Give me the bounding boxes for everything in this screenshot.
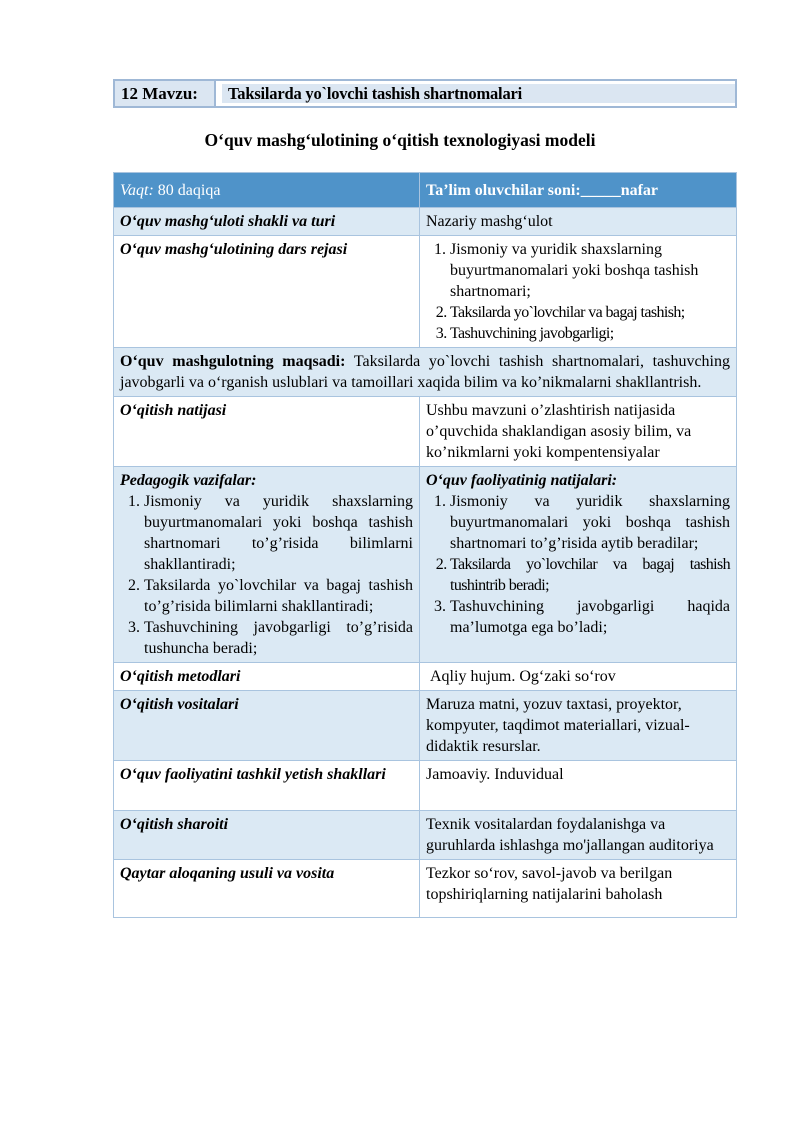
table-header-row [114, 173, 737, 208]
table-row [114, 761, 737, 811]
goal-text: Taksilarda yo`lovchi tashish shartnomalari, tashuvching javobgarli va o‘rganish uslublari va tamoillari xaqida bilim va ko’nikmalarni shakllantrish. [120, 353, 730, 391]
goal-label: O‘quv mashgulotning maqsadi: [120, 353, 346, 370]
lesson-model-table [113, 172, 737, 918]
org-value: Jamoaviy. Induvidual [420, 761, 737, 811]
feedback-value: Tezkor so‘rov, savol-javob va berilgan topshiriqlarning natijalarini baholash [420, 860, 737, 918]
table-row [114, 860, 737, 918]
list-item: 3. Tashuvchining javobgarligi haqida ma’lumotga ega bo’ladi; [450, 596, 730, 638]
table-row [114, 811, 737, 860]
list-item: 3. Tashuvchining javobgarligi to’g’risida tushuncha beradi; [144, 617, 413, 659]
methods-value: Aqliy hujum. Og‘zaki so‘rov [420, 663, 737, 691]
students-count: Ta’lim oluvchilar soni:_____nafar [420, 173, 737, 208]
time-cell [114, 173, 420, 208]
tasks-cell [114, 467, 420, 663]
methods-label: O‘qitish metodlari [114, 663, 420, 691]
table-row [114, 208, 737, 236]
topic-number: 12 Mavzu: [115, 81, 216, 106]
list-item: 2. Taksilarda yo`lovchilar va bagaj tashish tushintrib beradi; [450, 554, 730, 596]
table-row [114, 691, 737, 761]
list-item: 1. Jismoniy va yuridik shaxslarning buyurtmanomalari yoki boshqa tashish shartnomari to’g’risida bilimlarni shakllantiradi; [144, 491, 413, 575]
table-row [114, 467, 737, 663]
list-item: 3. Tashuvchining javobgarligi; [450, 323, 730, 344]
list-item: 1. Jismoniy va yuridik shaxslarning buyurtmanomalari yoki boshqa tashish shartnomari to’g’risida aytib beradilar; [450, 491, 730, 554]
outcomes-cell [420, 467, 737, 663]
tasks-list [120, 491, 413, 659]
table-row [114, 397, 737, 467]
outcomes-label: O‘quv faoliyatinig natijalari: [426, 472, 618, 489]
list-item: 2. Taksilarda yo`lovchilar va bagaj tashish to’g’risida bilimlarni shakllantiradi; [144, 575, 413, 617]
conditions-label: O‘qitish sharoiti [114, 811, 420, 860]
result-value: Ushbu mavzuni o’zlashtirish natijasida o’quvchida shaklandigan asosiy bilim, va ko’nikmlarni yoki kompentensiyalar [420, 397, 737, 467]
time-label: Vaqt: [120, 181, 154, 199]
tools-value: Maruza matni, yozuv taxtasi, proyektor, kompyuter, taqdimot materiallari, vizual-didaktik resurslar. [420, 691, 737, 761]
plan-list [426, 239, 730, 344]
form-value: Nazariy mashg‘ulot [420, 208, 737, 236]
form-label: O‘quv mashg‘uloti shakli va turi [114, 208, 420, 236]
feedback-label: Qaytar aloqaning usuli va vosita [114, 860, 420, 918]
outcomes-list [426, 491, 730, 638]
list-item: 2. Taksilarda yo`lovchilar va bagaj tashish; [450, 302, 730, 323]
time-value: 80 daqiqa [157, 181, 221, 199]
table-row [114, 236, 737, 348]
topic-title: Taksilarda yo`lovchi tashish shartnomalari [222, 84, 735, 103]
table-row [114, 348, 737, 397]
model-title: O‘quv mashg‘ulotining o‘qitish texnologiyasi modeli [204, 130, 596, 150]
tasks-label: Pedagogik vazifalar: [120, 472, 257, 489]
result-label: O‘qitish natijasi [114, 397, 420, 467]
table-row [114, 663, 737, 691]
topic-header [113, 79, 737, 108]
plan-label: O‘quv mashg‘ulotining dars rejasi [114, 236, 420, 348]
tools-label: O‘qitish vositalari [114, 691, 420, 761]
list-item: 1. Jismoniy va yuridik shaxslarning buyurtmanomalari yoki boshqa tashish shartnomari; [450, 239, 730, 302]
org-label: O‘quv faoliyatini tashkil yetish shakllari [114, 761, 420, 811]
goal-cell [114, 348, 737, 397]
plan-cell [420, 236, 737, 348]
conditions-value: Texnik vositalardan foydalanishga va guruhlarda ishlashga mo'jallangan auditoriya [420, 811, 737, 860]
